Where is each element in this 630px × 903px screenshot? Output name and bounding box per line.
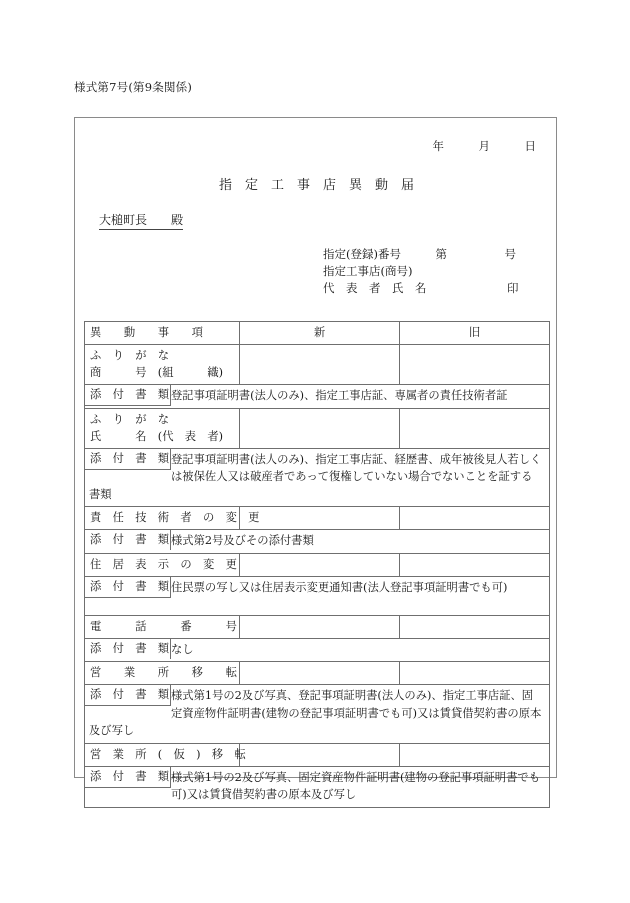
- table-row: [85, 553, 550, 576]
- attachment-label: 添 付 書 類: [85, 530, 171, 550]
- row-input-old-office[interactable]: [400, 662, 550, 685]
- table-row: [85, 766, 550, 807]
- row-input-old-temp-office[interactable]: [400, 743, 550, 766]
- header-cell-item: [85, 322, 240, 345]
- row-label-text: 営 業 所 移 転: [90, 666, 237, 679]
- table-body: [85, 322, 550, 808]
- attachment-label: 添 付 書 類: [85, 577, 171, 598]
- attachment-row-office: [85, 685, 550, 744]
- table-row: [85, 408, 550, 448]
- change-notification-table-wrap: [84, 321, 549, 808]
- attachment-label: 添 付 書 類: [85, 639, 171, 659]
- row-label-temp-office-relocation: [85, 743, 246, 766]
- form-frame: [74, 117, 557, 801]
- table-row: [85, 615, 550, 638]
- row-label-text: 住 居 表 示 の 変 更: [90, 557, 237, 571]
- attachment-row-address: [85, 576, 550, 615]
- table-row: [85, 530, 550, 554]
- attachment-text: 様式第2号及びその添付書類: [171, 534, 314, 547]
- row-label-text: 責 任 技 術 者 の 変 更: [90, 511, 260, 524]
- attachment-text: なし: [171, 642, 194, 656]
- row-input-new-address[interactable]: [240, 553, 400, 576]
- attachment-label: 添 付 書 類: [85, 685, 171, 706]
- registration-block: [323, 246, 519, 297]
- table-row: [85, 507, 550, 530]
- row-input-new-representative[interactable]: [240, 408, 400, 448]
- row-label-line1: ふ り が な: [90, 412, 170, 426]
- row-input-old-representative[interactable]: [400, 408, 550, 448]
- attachment-text: 住民票の写し又は住居表示変更通知書(法人登記事項証明書でも可): [171, 580, 508, 594]
- header-old-label: 旧: [468, 326, 481, 339]
- registration-number-line: 指定(登録)番号 第 号: [323, 247, 516, 261]
- row-input-old-engineer[interactable]: [400, 507, 550, 530]
- attachment-text: 登記事項証明書(法人のみ)、指定工事店証、専属者の責任技術者証: [171, 389, 508, 402]
- table-header-row: [85, 322, 550, 345]
- row-input-new-office[interactable]: [240, 662, 400, 685]
- form-number: 様式第7号(第9条関係): [74, 80, 193, 94]
- change-notification-table: [84, 321, 550, 808]
- row-input-new-temp-office[interactable]: [240, 743, 400, 766]
- row-label-trade-name: [85, 345, 240, 385]
- row-input-new-engineer[interactable]: [240, 507, 400, 530]
- attachment-row-trade-name: [85, 385, 550, 409]
- row-label-engineer-change: [85, 507, 260, 530]
- row-input-new-trade-name[interactable]: [240, 345, 400, 385]
- attachment-text: 様式第1号の2及び写真、固定資産物件証明書(建物の登記事項証明書でも可)又は賃貸借契約書の原本及び写し: [171, 770, 540, 801]
- row-label-line2: 氏 名 (代 表 者): [90, 429, 224, 443]
- header-cell-old: [400, 322, 550, 345]
- row-label-text: 営 業 所 ( 仮 ) 移 転: [90, 747, 246, 761]
- attachment-row-engineer: [85, 530, 550, 554]
- table-row: [85, 662, 550, 685]
- row-label-office-relocation: [85, 662, 240, 685]
- table-row: [85, 448, 550, 507]
- header-item-label: 異 動 事 項: [90, 326, 203, 339]
- designated-shop-line: 指定工事店(商号): [323, 264, 413, 278]
- table-row: [85, 385, 550, 409]
- attachment-row-temp-office: [85, 766, 550, 807]
- header-new-label: 新: [313, 326, 326, 339]
- table-row: [85, 685, 550, 744]
- row-label-line2: 商 号 (組 織): [90, 366, 224, 379]
- table-row: [85, 638, 550, 662]
- row-label-telephone: [85, 615, 240, 638]
- attachment-label: 添 付 書 類: [85, 767, 171, 788]
- row-label-line1: ふ り が な: [90, 349, 170, 362]
- attachment-row-representative: [85, 448, 550, 507]
- row-input-old-telephone[interactable]: [400, 615, 550, 638]
- representative-name-line: 代 表 者 氏 名 印: [323, 281, 519, 295]
- attachment-label: 添 付 書 類: [85, 449, 171, 470]
- row-input-new-telephone[interactable]: [240, 615, 400, 638]
- attachment-text: 登記事項証明書(法人のみ)、指定工事店証、経歴書、成年被後見人若しくは被保佐人又は破産者であって復権していない場合でないことを証する書類: [89, 452, 542, 501]
- table-row: [85, 743, 550, 766]
- row-input-old-trade-name[interactable]: [400, 345, 550, 385]
- date-line: 年 月 日: [432, 139, 536, 153]
- table-row: [85, 345, 550, 385]
- attachment-row-telephone: [85, 638, 550, 662]
- row-label-representative-name: [85, 408, 240, 448]
- header-cell-new: [240, 322, 400, 345]
- document-title: 指 定 工 事 店 異 動 届: [218, 178, 414, 193]
- row-label-text: 電 話 番 号: [90, 619, 237, 633]
- row-input-old-address[interactable]: [400, 553, 550, 576]
- table-row: [85, 576, 550, 615]
- addressee-line: 大槌町長 殿: [99, 211, 183, 230]
- attachment-text: 様式第1号の2及び写真、登記事項証明書(法人のみ)、指定工事店証、固定資産物件証明書(建物の登記事項証明書でも可)又は賃貸借契約書の原本及び写し: [89, 689, 542, 737]
- attachment-label: 添 付 書 類: [85, 385, 171, 406]
- row-label-address-change: [85, 553, 240, 576]
